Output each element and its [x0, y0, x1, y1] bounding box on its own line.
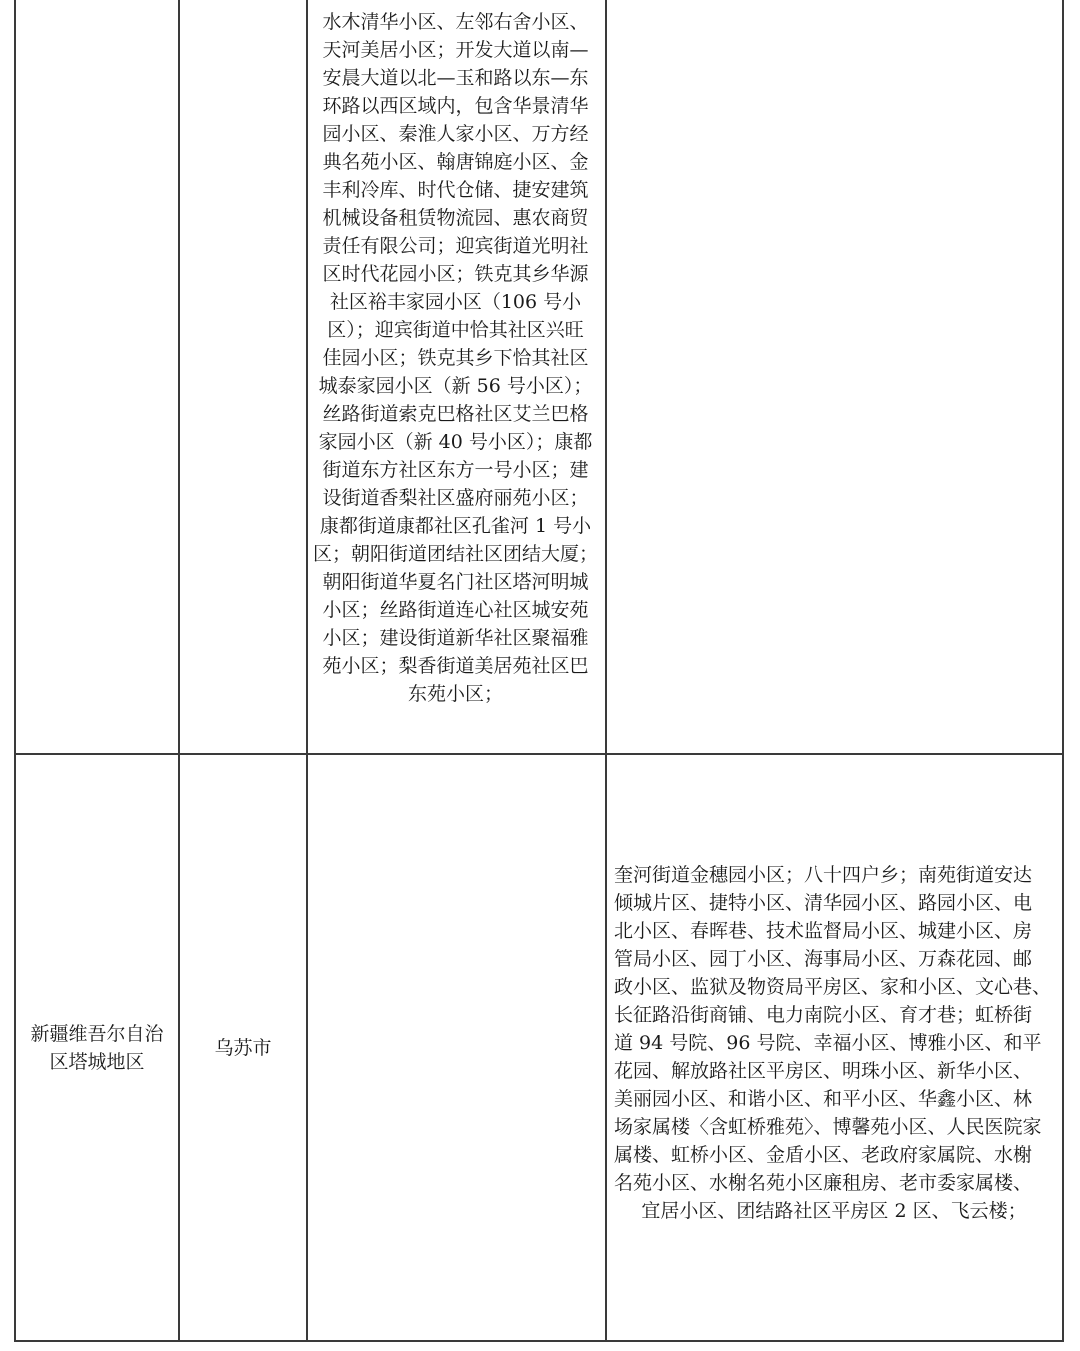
- text-line: 花园、解放路社区平房区、明珠小区、新华小区、: [614, 1060, 1033, 1082]
- text-line: 环路以西区域内，包含华景清华: [322, 95, 589, 117]
- text-line: 街道东方社区东方一号小区；建: [322, 459, 589, 481]
- text-line: 设街道香梨社区盛府丽苑小区；: [322, 487, 589, 509]
- column-divider-3: [605, 0, 607, 1342]
- text-line: 宜居小区、团结路社区平房区 2 区、飞云楼；: [641, 1200, 1027, 1222]
- row1-community-list: [306, 8, 605, 708]
- text-line: 美丽园小区、和谐小区、和平小区、华鑫小区、林: [614, 1088, 1033, 1110]
- text-line: 场家属楼〈含虹桥雅苑〉、博馨苑小区、人民医院家: [614, 1116, 1042, 1138]
- text-line: 东苑小区；: [407, 683, 503, 705]
- row2-city-cell: [180, 755, 306, 1340]
- text-line: 丝路街道索克巴格社区艾兰巴格: [322, 403, 589, 425]
- text-line: 奎河街道金穗园小区；八十四户乡；南苑街道安达: [614, 864, 1033, 886]
- text-line: 佳园小区；铁克其乡下恰其社区: [322, 347, 589, 369]
- table-right-border: [1062, 0, 1064, 1342]
- text-line: 倾城片区、捷特小区、清华园小区、路园小区、电: [614, 892, 1033, 914]
- text-line: 政小区、监狱及物资局平房区、家和小区、文心巷、: [614, 976, 1052, 998]
- text-line: 名苑小区、水榭名苑小区廉租房、老市委家属楼、: [614, 1172, 1033, 1194]
- text-line: 道 94 号院、96 号院、幸福小区、博雅小区、和平: [614, 1032, 1042, 1054]
- text-line: 属楼、虹桥小区、金盾小区、老政府家属院、水榭: [614, 1144, 1033, 1166]
- text-line: 区时代花园小区；铁克其乡华源: [322, 263, 589, 285]
- city-name: 乌苏市: [214, 1036, 272, 1059]
- row2-empty-cell: [308, 755, 605, 1340]
- row2-community-list: [614, 861, 1054, 1225]
- text-line: 家园小区（新 40 号小区）；康都: [318, 431, 593, 453]
- text-line: 小区；建设街道新华社区聚福雅: [322, 627, 589, 649]
- text-line: 天河美居小区；开发大道以南—: [322, 39, 589, 61]
- text-line: 水木清华小区、左邻右舍小区、: [322, 11, 589, 33]
- text-line: 机械设备租赁物流园、惠农商贸: [322, 207, 589, 229]
- text-line: 苑小区；梨香街道美居苑社区巴: [322, 655, 589, 677]
- text-line: 区）；迎宾街道中恰其社区兴旺: [327, 319, 584, 341]
- text-line: 丰利冷库、时代仓储、捷安建筑: [322, 179, 589, 201]
- text-line: 朝阳街道华夏名门社区塔河明城: [322, 571, 589, 593]
- text-line: 北小区、春晖巷、技术监督局小区、城建小区、房: [614, 920, 1033, 942]
- text-line: 责任有限公司；迎宾街道光明社: [322, 235, 589, 257]
- text-line: 区；朝阳街道团结社区团结大厦；: [312, 543, 598, 565]
- text-line: 社区裕丰家园小区（106 号小: [329, 291, 582, 313]
- table-bottom-border: [14, 1340, 1064, 1342]
- text-line: 典名苑小区、翰唐锦庭小区、金: [322, 151, 589, 173]
- text-line: 长征路沿街商铺、电力南院小区、育才巷；虹桥街: [614, 1004, 1033, 1026]
- text-line: 城泰家园小区（新 56 号小区）；: [318, 375, 593, 397]
- text-line: 康都街道康都社区孔雀河 1 号小: [319, 515, 592, 537]
- text-line: 园小区、秦淮人家小区、万方经: [322, 123, 589, 145]
- row2-region-cell: [16, 755, 178, 1340]
- text-line: 小区；丝路街道连心社区城安苑: [322, 599, 589, 621]
- text-line: 安晨大道以北—玉和路以东—东: [322, 67, 589, 89]
- region-name-line-2: 区塔城地区: [49, 1050, 145, 1073]
- text-line: 管局小区、园丁小区、海事局小区、万森花园、邮: [614, 948, 1033, 970]
- region-name-line-1: 新疆维吾尔自治: [30, 1022, 164, 1045]
